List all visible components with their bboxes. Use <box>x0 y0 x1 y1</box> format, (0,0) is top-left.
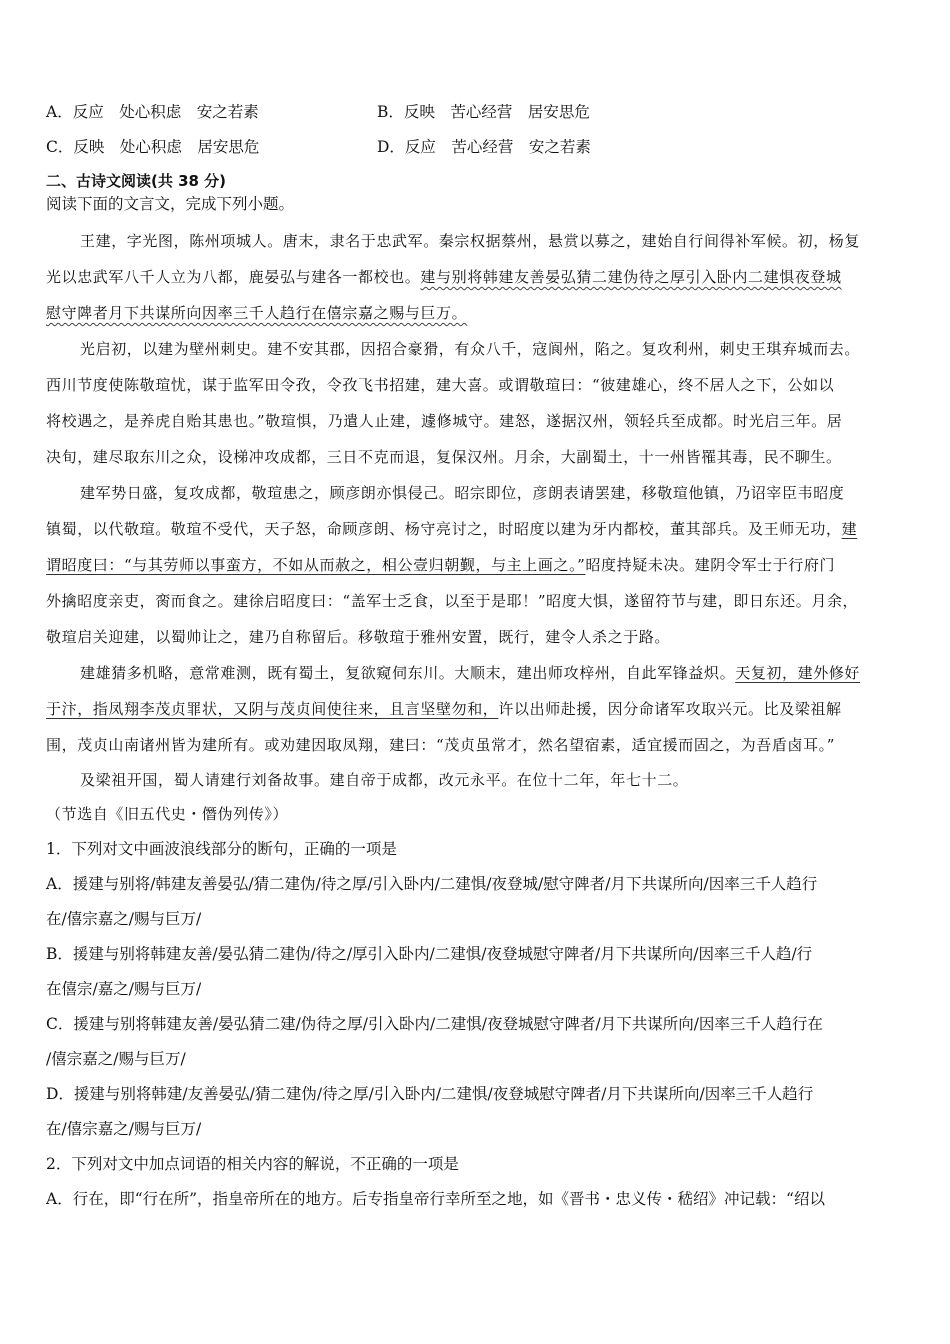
underlined-text: 于汴，指凤翔李茂贞罪状，又阴与茂贞间使往来，且言坚壁勿和， <box>46 700 499 718</box>
passage-line: 外擒昭度亲吏，脔而食之。建徐启昭度曰：“盖军士乏食，以至于是耶！”昭度大惧，遂留符节与建，即日东还。月余， <box>46 592 859 610</box>
passage-line: 王建，字光图，陈州项城人。唐末，隶名于忠武军。秦宗权据蔡州，悬赏以募之，建始自行间得补军候。初，杨复 <box>80 232 861 250</box>
question-1-option-c: C．援建与别将韩建友善/晏弘猜二建/伪待之厚/引入卧内/二建惧/夜登城慰守陴者/月下共谋所向/因率三千人趋行在 <box>46 1015 823 1033</box>
question-1-option-d-cont: 在/僖宗嘉之/赐与巨万/ <box>46 1120 202 1138</box>
passage-text: 光以忠武军八千人立为八都，鹿晏弘与建各一都校也。 <box>46 268 421 286</box>
passage-line <box>46 303 467 323</box>
passage-source: （节选自《旧五代史・僭伪列传》） <box>46 805 289 823</box>
passage-line <box>80 663 860 683</box>
passage-line: 光启初，以建为壁州刺史。建不安其郡，因招合豪猾，有众八千，寇阆州，陷之。复攻利州，刺史王琪弃城而去。 <box>80 340 861 358</box>
section-title: 二、古诗文阅读(共 38 分) <box>46 172 227 190</box>
underlined-text: 天复初，建外修好 <box>735 664 861 682</box>
question-1-option-a: A．援建与别将/韩建友善晏弘/猜二建伪/待之厚/引入卧内/二建惧/夜登城/慰守陴者/月下共谋所向/因率三千人趋行 <box>46 875 818 893</box>
question-2-option-a: A．行在，即“行在所”，指皇帝所在的地方。后专指皇帝行幸所至之地，如《晋书・忠义传・嵇绍》冲记载：“绍以 <box>46 1190 825 1208</box>
question-1-option-c-cont: /僖宗嘉之/赐与巨万/ <box>46 1050 186 1068</box>
passage-text: 许以出师赴援，因分命诸军攻取兴元。比及梁祖解 <box>498 700 842 718</box>
passage-line: 敬瑄启关迎建，以蜀帅让之，建乃自称留后。移敬瑄于雅州安置，既行，建令人杀之于路。 <box>46 628 671 646</box>
underlined-text: 谓昭度曰：“与其劳师以事蛮方，不如从而赦之，相公壹归朝觐，与主上画之。” <box>46 556 586 574</box>
passage-line: 围，茂贞山南诸州皆为建所有。或劝建因取凤翔，建曰：“茂贞虽常才，然名望宿素，适宜援而固之，为吾盾卤耳。” <box>46 736 836 754</box>
question-1-option-a-cont: 在/僖宗嘉之/赐与巨万/ <box>46 910 202 928</box>
option-row-cd <box>46 137 591 157</box>
passage-line: 西川节度使陈敬瑄忧，谋于监军田令孜，令孜飞书招建，建大喜。或谓敬瑄曰：“彼建雄心，终不居人之下，公如以 <box>46 376 835 394</box>
section-instruction: 阅读下面的文言文，完成下列小题。 <box>46 195 295 213</box>
passage-text: 镇蜀，以代敬瑄。敬瑄不受代，天子怒，命顾彦朗、杨守亮讨之，时昭度以建为牙内都校，董其部兵。及王师无功， <box>46 520 842 538</box>
option-row-ab <box>46 102 590 122</box>
wavy-underlined-text: 慰守陴者月下共谋所向因率三千人趋行在僖宗嘉之赐与巨万。 <box>46 304 468 322</box>
question-2-stem: 2．下列对文中加点词语的相关内容的解说，不正确的一项是 <box>46 1155 459 1173</box>
passage-line: 决旬，建尽取东川之众，设梯冲攻成都，三日不克而退，复保汉州。月余，大副蜀土，十一州皆罹其毒，民不聊生。 <box>46 448 842 466</box>
passage-text: 昭度持疑未决。建阴令军士于行府门 <box>585 556 836 574</box>
passage-line <box>46 699 842 719</box>
option-d: D．反应 苦心经营 安之若素 <box>377 138 591 156</box>
wavy-underlined-text: 建与别将韩建友善晏弘猜二建伪待之厚引入卧内二建惧夜登城 <box>420 268 842 286</box>
question-1-option-d: D．援建与别将韩建/友善晏弘/猜二建伪/待之厚/引入卧内/二建惧/夜登城慰守陴者/月下共谋所向/因率三千人趋行 <box>46 1085 814 1103</box>
underlined-text: 建 <box>841 520 858 538</box>
question-1-option-b-cont: 在僖宗/嘉之/赐与巨万/ <box>46 980 202 998</box>
passage-line <box>46 519 857 539</box>
passage-line <box>46 267 842 287</box>
passage-line <box>46 555 835 575</box>
passage-line: 建军势日盛，复攻成都，敬瑄患之，顾彦朗亦惧侵己。昭宗即位，彦朗表请罢建，移敬瑄他镇，乃诏宰臣韦昭度 <box>80 484 845 502</box>
option-c: C．反映 处心积虑 居安思危 <box>46 138 260 156</box>
option-b: B．反映 苦心经营 居安思危 <box>377 103 590 121</box>
passage-line: 将校遇之，是养虎自贻其患也。”敬瑄惧，乃遣人止建，遽修城守。建怒，遂据汉州，领轻兵至成都。时光启三年。居 <box>46 412 843 430</box>
passage-line: 及梁祖开国，蜀人请建行刘备故事。建自帝于成都，改元永平。在位十二年，年七十二。 <box>80 771 689 789</box>
question-1-stem: 1．下列对文中画波浪线部分的断句，正确的一项是 <box>46 840 397 858</box>
question-1-option-b: B．援建与别将韩建友善/晏弘猜二建伪/待之/厚引入卧内/二建惧/夜登城慰守陴者/月下共谋所向/因率三千人趋/行 <box>46 945 813 963</box>
option-a: A．反应 处心积虑 安之若素 <box>46 103 259 121</box>
passage-text: 建雄猜多机略，意常难测，既有蜀土，复欲窥伺东川。大顺末，建出师攻梓州，自此军锋益炽。 <box>80 664 736 682</box>
